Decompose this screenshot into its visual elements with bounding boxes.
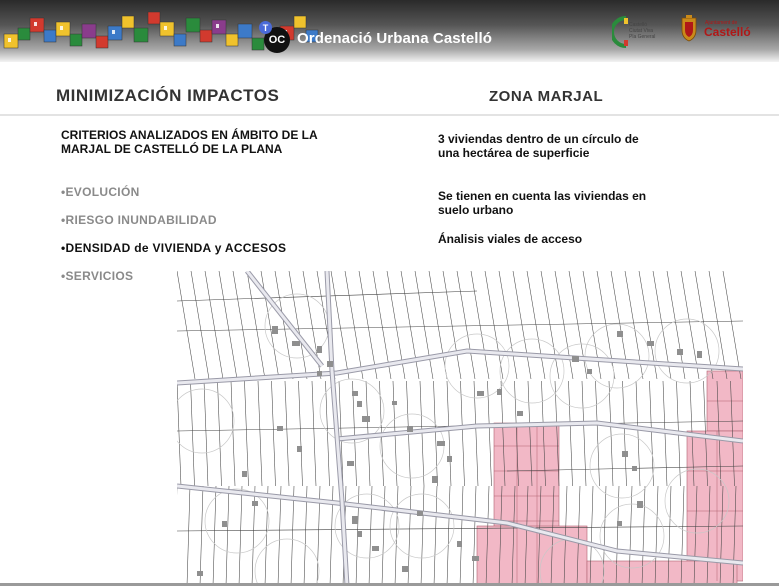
slide-heading-left: MINIMIZACIÓN IMPACTOS xyxy=(56,86,280,105)
channel-badge: T xyxy=(259,21,272,34)
heading-divider xyxy=(0,114,779,116)
ajuntament-logo-caption: Ajuntament de xyxy=(705,20,738,26)
slide-heading-right: ZONA MARJAL xyxy=(489,88,604,105)
video-header xyxy=(0,0,779,62)
bullet-riesgo-inundabilidad: •RIESGO INUNDABILIDAD xyxy=(61,213,217,227)
density-buffer-circles xyxy=(177,294,729,586)
ajuntament-logo-name: Castelló xyxy=(704,25,751,39)
cadastral-map xyxy=(177,271,743,586)
note-viales-acceso: Ánalisis viales de acceso xyxy=(438,232,583,246)
ajuntament-shield-icon xyxy=(680,14,698,42)
criteria-title: CRITERIOS ANALIZADOS EN ÁMBITO DE LA MARJAL DE CASTELLÓ DE LA PLANA xyxy=(61,128,318,156)
video-title[interactable]: Ordenació Urbana Castelló xyxy=(297,30,493,47)
bullet-evolucion: •EVOLUCIÓN xyxy=(61,185,140,199)
note-suelo-urbano: Se tienen en cuenta las viviendas en suelo urbano xyxy=(438,189,647,217)
cadastral-map-drawing xyxy=(177,271,743,586)
bullet-densidad-vivienda: •DENSIDAD de VIVIENDA y ACCESOS xyxy=(61,241,287,255)
bullet-servicios: •SERVICIOS xyxy=(61,269,134,283)
castello-ciutat-viva-logo-text: Castelló Ciutat Viva Pla General xyxy=(629,22,656,40)
road-network xyxy=(177,271,743,586)
note-viviendas-circulo: 3 viviendas dentro de un círculo de una hectárea de superficie xyxy=(438,132,639,160)
channel-avatar[interactable]: OC xyxy=(264,27,290,53)
